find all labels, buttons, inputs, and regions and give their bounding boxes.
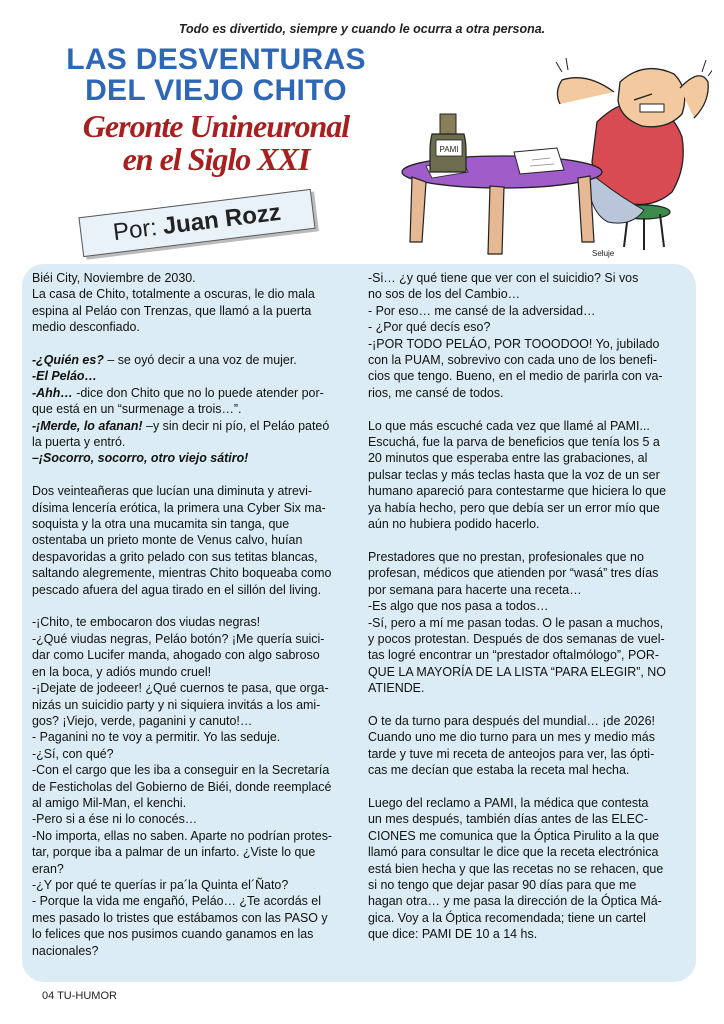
title-line-1: LAS DESVENTURAS	[66, 43, 366, 76]
dialogue-line: –¡Socorro, socorro, otro viejo sátiro!	[32, 451, 249, 466]
paragraph: O te da turno para después del mundial… ¡de 2026! Cuando uno me dio turno para un mes y medio más tarde y tuve mi receta de anteojos para ver, las ópti- cas me decían que estaba la receta mal hecha.	[368, 713, 655, 778]
title-line-2: DEL VIEJO CHITO	[85, 74, 347, 107]
paragraph: -Si… ¿y qué tiene que ver con el suicidio? Si vos no sos de los del Cambio… - Por eso… me cansé de la adversidad… - ¿Por qué decís eso? -¡POR TODO PELÁO, POR TOOODOO! Yo, jubilado con la PUAM, sobrevivo con cada uno de los benefi- cios que tengo. Bueno, en el medio de parirla con va- rios, me cansé de todos.	[368, 271, 663, 400]
paragraph: Biéi City, Noviembre de 2030. La casa de Chito, totalmente a oscuras, le dio mala espina al Peláo con Trenzas, que llamó a la puerta medio desconfiado.	[32, 271, 315, 335]
byline-author: Juan Rozz	[161, 198, 283, 241]
dialogue-line	[32, 352, 350, 368]
bottle-label: PAMI	[439, 145, 459, 154]
dialogue-text: –y sin decir ni pío, el Peláo pateó la puerta y entró.	[32, 418, 330, 450]
article-subtitle	[50, 110, 382, 176]
paragraph: Lo que más escuché cada vez que llamé al PAMI... Escuchá, fue la parva de beneficios que tenía los 5 a 20 minutos que esperaba entre las grabaciones, al pulsar teclas y más teclas hasta que la voz de un ser humano apareció para contestarme que hiciera lo que ya había hecho, pero que debía ser un error mío que aún no hubiera podido hacerlo.	[368, 418, 666, 532]
bottle-drawing	[430, 114, 466, 172]
column-right	[368, 270, 688, 943]
byline-box	[78, 189, 315, 257]
cartoon-illustration	[382, 42, 712, 262]
dialogue-bold: -¡Merde, lo afanan!	[32, 418, 143, 433]
paragraph: Luego del reclamo a PAMI, la médica que contesta un mes después, también días antes de las ELEC- CIONES me comunica que la Óptica Pirulito a la que llamó para consultar le dice que la receta electrónica está bien hecha y que las recetas no se rehacen, que si no tengo que dejar pasar 90 días para que me hagan otra… y me pasa la dirección de la Óptica Má- gica. Voy a la Óptica recomendada; tiene un cartel que dice: PAMI DE 10 a 14 hs.	[368, 795, 664, 942]
dialogue-text: -dice don Chito que no lo puede atender por- que está en un “surmenage a trois…”.	[32, 385, 324, 417]
article-title	[50, 44, 382, 106]
paragraph: Prestadores que no prestan, profesionales que no profesan, médicos que atienden por “wasá” tres días por semana para hacerte una receta… -Es algo que nos pasa a todos… -Sí, pero a mí me pasan todas. O le pasan a muchos, y pocos protestan. Después de dos semanas de vuel- tas logré encontrar un “prestador oftalmólogo”, POR- QUE LA MAYORÍA DE LA LISTA “PARA ELEGIR”, NO ATIENDE.	[368, 549, 666, 696]
dialogue-bold: -Ahh…	[32, 385, 73, 400]
column-left	[32, 270, 350, 959]
dialogue-line: -El Peláo…	[32, 369, 97, 384]
dialogue-line	[32, 385, 350, 418]
subtitle-line-2: en el Siglo XXI	[122, 141, 310, 177]
article-body	[22, 264, 696, 982]
dialogue-line	[32, 418, 350, 451]
page-footer: 04 TU-HUMOR	[42, 990, 117, 1002]
artist-signature: Seluje	[592, 249, 615, 258]
dialogue-text: – se oyó decir a una voz de mujer.	[103, 353, 297, 368]
paragraph: -¡Chito, te embocaron dos viudas negras! -¿Qué viudas negras, Peláo botón? ¡Me quería suici- dar como Lucifer manda, ahogado con algo sabroso en la boca, y adiós mundo cruel! -¡Dejate de jodeeer! ¿Qué cuernos te pasa, que orga- nizás un suicidio party y ni siquiera invitás a los ami- gos? ¡Viejo, verde, paganini y canuto!… - Paganini no te voy a permitir. Yo las seduje. -¿Sí, con qué? -Con el cargo que les iba a conseguir en la Secretaría de Festicholas del Gobierno de Biéi, donde reemplacé al amigo Mil-Man, el kenchi. -Pero si a ése ni lo conocés… -No importa, ellas no saben. Aparte no podrían protes- tar, porque iba a palmar de un infarto. ¿Viste lo que eran? -¿Y por qué te querías ir pa´la Quinta el´Ñato? - Porque la vida me engañó, Peláo… ¿Te acordás el mes pasado lo tristes que estábamos con las PASO y lo felices que nos pusimos cuando ganamos en las nacionales?	[32, 615, 333, 958]
paragraph: Dos veinteañeras que lucían una diminuta y atrevi- dísima lencería erótica, la primera una Cyber Six ma- soquista y la otra una mucamita sin tanga, que ostentaba un prieto monte de Venus calvo, huían despavoridas a grito pelado con sus tetitas blancas, saltando alegremente, mientras Chito boqueaba como pescado afuera del agua tirado en el sillón del living.	[32, 484, 332, 597]
byline-prefix: Por:	[111, 214, 159, 247]
dialogue-bold: -¿Quién es?	[32, 353, 104, 368]
tagline: Todo es divertido, siempre y cuando le ocurra a otra persona.	[178, 22, 546, 36]
subtitle-line-1: Geronte Unineuronal	[82, 108, 350, 144]
